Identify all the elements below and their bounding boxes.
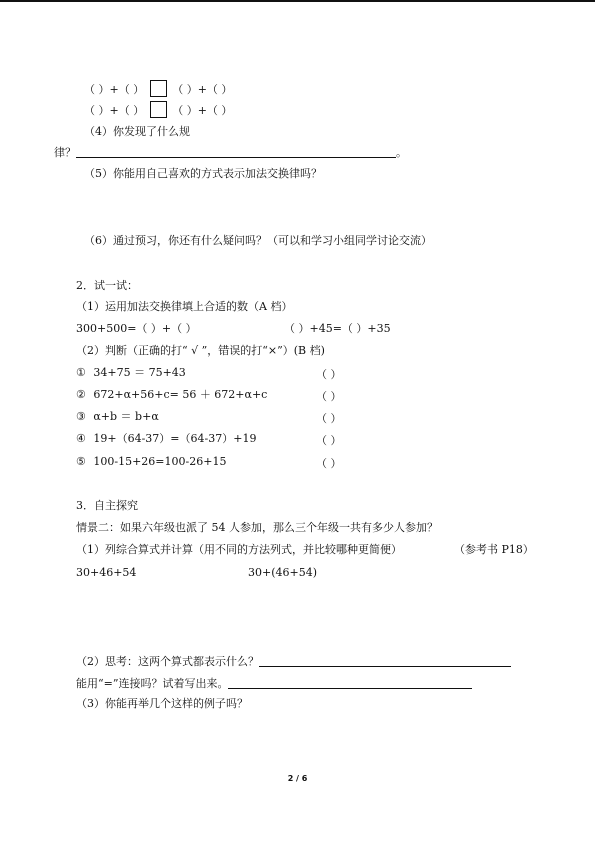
judgement-expression: α+b ＝ b+α [93, 410, 159, 423]
equation-row-1 [84, 80, 232, 97]
judgement-number: ② [76, 388, 86, 401]
q3-item-2 [76, 655, 511, 669]
q2-item-2: （2）判断（正确的打“ √ ”，错误的打“×”）(B 档) [76, 344, 325, 357]
judgement-5 [76, 455, 226, 469]
section-2-heading: 2．试一试： [76, 279, 138, 292]
answer-blank[interactable] [259, 655, 511, 667]
judgement-1-mark[interactable]: （ ） [316, 368, 342, 381]
expression-right: 30+(46+54) [248, 566, 318, 579]
judgement-5-mark[interactable]: （ ） [316, 457, 342, 470]
q3-item-2-cont [76, 677, 472, 691]
judgement-number: ④ [76, 432, 86, 445]
item-6-prompt: （6）通过预习，你还有什么疑问吗？（可以和学习小组同学讨论交流） [84, 234, 432, 247]
q3-item-2-cont-prompt: 能用“=”连接吗？试着写出来。 [76, 677, 229, 690]
judgement-expression: 34+75 ＝ 75+43 [93, 366, 186, 379]
scenario-text: 情景二：如果六年级也派了 54 人参加，那么三个年级一共有多少人参加？ [76, 521, 438, 534]
judgement-number: ① [76, 366, 86, 379]
judgement-3-mark[interactable]: （ ） [316, 412, 342, 425]
equation-left: （ ）+（ ） [84, 104, 145, 117]
equation-row-2 [84, 101, 232, 118]
q3-item-1-reference: （参考书 P18） [454, 543, 534, 556]
compare-box[interactable] [150, 80, 167, 97]
section-3-heading: 3．自主探究 [76, 499, 138, 512]
compare-box[interactable] [150, 101, 167, 118]
judgement-2 [76, 388, 267, 402]
item-4-end: 。 [396, 146, 407, 159]
judgement-expression: 19+（64-37）=（64-37）+19 [93, 432, 257, 445]
item-4-prefix: 律？ [54, 146, 76, 159]
judgement-number: ③ [76, 410, 86, 423]
q3-item-3: （3）你能再举几个这样的例子吗？ [76, 697, 248, 710]
equation-right: （ ）+（ ） [172, 83, 233, 96]
expression-left: 30+46+54 [76, 566, 137, 579]
equation-right: （ ）+（ ） [172, 104, 233, 117]
top-border-line [0, 0, 595, 2]
q3-item-1: （1）列综合算式并计算（用不同的方法列式，并比较哪种更简便） [76, 543, 402, 556]
q2-item-1: （1）运用加法交换律填上合适的数（A 档） [76, 300, 293, 313]
item-5-prompt: （5）你能用自己喜欢的方式表示加法交换律吗？ [84, 167, 322, 180]
equation-left: （ ）+（ ） [84, 83, 145, 96]
page-number: 2 / 6 [287, 774, 308, 783]
judgement-4 [76, 432, 256, 446]
judgement-4-mark[interactable]: （ ） [316, 434, 342, 447]
answer-blank[interactable] [76, 146, 396, 158]
judgement-expression: 100-15+26=100-26+15 [93, 455, 227, 468]
item-4-prompt: （4）你发现了什么规 [84, 125, 190, 138]
q2-fill-right: （ ）+45=（ ）+35 [284, 322, 391, 335]
judgement-1 [76, 366, 186, 380]
item-4-answer-line [54, 146, 407, 160]
q3-item-2-prompt: （2）思考：这两个算式都表示什么？ [76, 655, 259, 668]
judgement-3 [76, 410, 159, 424]
judgement-expression: 672+α+56+c= 56 ＋ 672+α+c [93, 388, 268, 401]
judgement-number: ⑤ [76, 455, 86, 468]
judgement-2-mark[interactable]: （ ） [316, 390, 342, 403]
q2-fill-left: 300+500=（ ）+（ ） [76, 322, 197, 335]
answer-blank[interactable] [228, 677, 472, 689]
